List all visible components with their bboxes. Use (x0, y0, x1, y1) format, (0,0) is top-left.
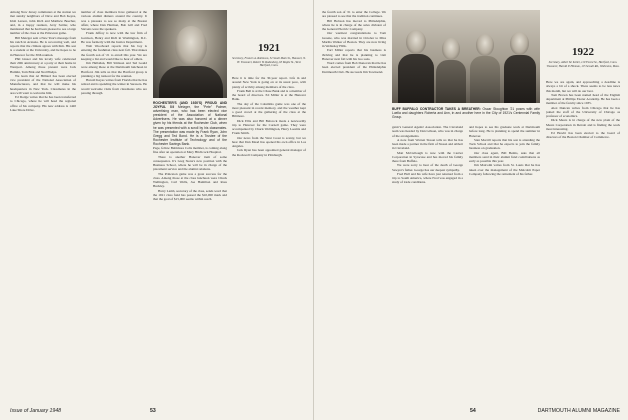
right-col-3 (469, 125, 540, 405)
page-number-2: 54 (470, 408, 476, 414)
paragraph: and hopes to see his graduate work at Dartmouth before long. He is planning to spend the summer in Hanover. (469, 125, 540, 138)
left-col-1 (10, 10, 76, 405)
magazine-title: DARTMOUTH ALUMNI MAGAZINE (537, 408, 620, 414)
paragraph: Jim Malcolm writes from St. Louis that he has taken over the management of the Malcolm Paper Company following the retirement of his father. (469, 163, 540, 176)
paragraph: Walt Woodward reports that his boy is entering the freshman class next fall. That makes the fourth son of '21 to enroll this year. We are keeping a list and would like to hear of others. (81, 44, 147, 61)
paragraph: Here we are again, and approaching a deadline is always a bit of a shock. There seems to be less news this month, but we will do our best. (546, 80, 620, 93)
paragraph: There is another Hanover item of some consequence. It's Greg Stone's new position with the Business School, where he will be in charge of the placement service and the alumni relations. (153, 154, 227, 172)
paragraph: Phil Glaser and his lovely wife celebrated their 20th anniversary at a party at their home in Westport. Among those present were Jack Hamlin, Tom Birk and Ned Phelps. (10, 56, 76, 74)
paragraph: Harry Lamb, secretary of the class, sends word that the 1921 class fund has passed the $10,000 mark and that the goal of $15,000 seems within reach. (153, 188, 227, 201)
left-page-number-wrap (150, 408, 156, 414)
left-col-3 (153, 146, 227, 405)
class-year-heading: 1921 (258, 42, 280, 54)
class-year-heading-2: 1922 (572, 46, 594, 58)
family-photo (392, 10, 540, 103)
caption-body: Bill Metzger, the "Pete" Palmer, advertising man, who has been elected vice president of the Association of National Advertisers. He was also honored at a dinner given by his friends at the Rochester Club, when he was presented with a scroll by his classmates. The presentation was made by Frank Ryan, John Gregg and Ted Bond. He is a Trustee of the Rochester Institute of Technology and of the Rochester Savings Bank. (153, 105, 227, 146)
paragraph: the fourth son of '21 to enter the College. We are pleased to see that the tradition continues. (322, 10, 386, 19)
paragraph: Among New Jersey commuters at the station we met sundry neighbors of Dave and Bob Keyes, Irish Larson, John Rich and Matthew Beecher, and, in a happy reunion, Jerry Sattler, who mentioned that he had been pleased to see a large number of the class at the Princeton game. (10, 10, 76, 36)
paragraph: Jack Ryan has been appointed general manager of the Rockwell Company in Pittsburgh. (232, 148, 306, 157)
page-number: 53 (150, 408, 156, 414)
paragraph: Frank Jaffrey is now with the law firm of Garrison, Henry and Rich in Washington, D.C. He was formerly with the Justice Department. (81, 31, 147, 44)
issue-label: Issue of January 1948 (10, 408, 62, 414)
paragraph: Bill Hobson has moved to Philadelphia, where he is in charge of the sales division of the General Electric Company. (322, 18, 386, 31)
paragraph: Ed Hewitt has been elected to the board of directors of the Boston Chamber of Commerce. (546, 131, 620, 140)
right-page-number-wrap (470, 408, 476, 414)
paragraph: Dick Ellis and Bill Babcock made a noteworthy trip to Hanover for the Cornell game. They were accompanied by Chuck Wellington, Harry Loomis and Frank Smith. (232, 118, 306, 136)
family-photo-caption (392, 107, 540, 119)
paragraph: Our class agent, Bill Bemis, asks that all members send in their alumni fund contributions as early as possible this year. (469, 150, 540, 163)
paragraph: Ed Dodge writes that he has been transferred to Chicago, where he will head the regional office of his company. His new address is 1420 Lake Shore Drive. (10, 95, 76, 112)
right-col-4 (546, 80, 620, 405)
left-col-2 (81, 10, 147, 405)
paragraph: The Princeton game was a great success for the class. Among those at the class luncheon were Chuck Wellington, Carl Wells, Joe Hamilton and Ross Buckley. (153, 171, 227, 189)
right-page (314, 0, 628, 420)
paragraph: Earl Miller reports that his business is thriving and that he is planning to visit Hanover next fall with his two sons. (322, 48, 386, 61)
paragraph: number of class members have gathered at the various alumni dinners around the country. It was a pleasure to see so many at the Boston affair, where Dan Harmon, Bob Gill and Fred Stevens were the speakers. (81, 10, 147, 31)
paragraph: ganic's General Agents' Association. The Cleveland team was headed by Dan Gibson, who was in charge of the arrangements. (392, 125, 463, 138)
paragraph: Our news from the West Coast is scanty, but we hear that Dan Mead has opened his own office in Los Angeles. (232, 135, 306, 148)
paragraph: Jim Hallahan, Bill Stimson and Ted Gould were among those at the Dartmouth luncheon in Hartford. Jim tells us that the Hartford group is planning a big turnout for the reunion. (81, 61, 147, 78)
paragraph: Tom Brown has been named head of the English department at Phillips Exeter Academy. He has been a member of the faculty since 1935. (546, 92, 620, 106)
right-col-1 (322, 10, 386, 405)
portrait-photo (153, 10, 227, 98)
paragraph: Alex Duncan writes from Chicago that he has joined the staff of the University of Chicago as professor of economics. (546, 105, 620, 118)
left-footer (10, 408, 61, 414)
paragraph: Page, fellow Baltimore Colts member, is coming along fine after an operation at Mary Hitchcock Hospital. (153, 146, 227, 155)
family-caption-title: BUFF BUFFALO CONTRACTOR TAKES A BREATHER: (392, 107, 481, 111)
family-caption-body: Oscar Stoughton '21 poses with wife Luella and daughters Roberta and Ann, in and another here in the City of 1921's Centennial Family Group. (392, 107, 540, 120)
paragraph: We learn that Al Hilliard has been elected vice president of the National Association of Manufacturers, and that he will make his headquarters in New York. Classmates in the area will want to welcome him. (10, 73, 76, 95)
paragraph: Matt McCullough is now with the Carrier Corporation in Syracuse and has moved his family there from Buffalo. (392, 150, 463, 163)
paragraph: A note from Warren Sisson tells us that he has been made a partner in the firm of Sisson and Abbott in Cleveland. (392, 137, 463, 151)
paragraph: Fred Hall and his wife have just returned from a trip to South America, where Fred was engaged in a study of trade conditions. (392, 171, 463, 185)
paragraph: The day of the Columbia game was one of the most pleasant in recent memory, and the weather kept a good crowd at the gathering of the class at the Biltmore. (232, 101, 306, 119)
paragraph: Stan Morrill reports that his son is attending the Tuck School and that he expects to join the family business on graduation. (469, 137, 540, 151)
class-officers: Secretary, Francis A. Robinson, 52 South Main St., Hanover, N. H. Treasurer, Robert W. Rodenberg, 63 Maple St., West Hartford, Conn. (232, 56, 306, 68)
right-col-2 (392, 125, 463, 405)
paragraph: Our warmest congratulations to Tom Greene, who was married in October to Miss Martha Walker of Boston. They are now living in Wellesley Hills. (322, 31, 386, 48)
paragraph: Dick Mears is in charge of the new plant of the Mears Corporation in Detroit and is finding the work most interesting. (546, 118, 620, 131)
paragraph: We were sorry to hear of the death of George Sawyer's father. George has our deepest sympathy. (392, 163, 463, 172)
caption-title: ROCHESTER'S (AND 1920'S) PROUD AND JOYFUL (153, 101, 227, 110)
paragraph: Bill Metzger sent a New Year's message from his ranch in Arizona. He is recovering well, and reports that the climate agrees with him. His son is a student at the University, and he hopes to be in Hanover for the 30th reunion. (10, 35, 76, 57)
paragraph: Here it is time for the 30-year report. Life in and around New York is going on at its usual pace, with plenty of activity among members of the class. (232, 76, 306, 89)
paragraph: Frank Bell is at the Chase Bank and is a member of the board of directors. Ed Miller is at the Hanover Bank. (232, 88, 306, 102)
left-col-4 (232, 76, 306, 405)
photo-caption (153, 101, 227, 146)
paragraph: Word comes from Bob Donovan that he has been elected president of the Philadelphia Dartmouth Club. He succeeds Jim Townsend. (322, 61, 386, 74)
class-officers-2: Secretary, Albert M. Keller, 110 Forest St., Hartford, Conn. Treasurer, Harold P. Hinman, 115 Sewall Rd., Wolleston, Mass. (546, 60, 620, 68)
paragraph: Harold Keyes writes from Florida that he has retired and is spending the winter in Sarasota. He would welcome visits from classmates who are passing through. (81, 78, 147, 95)
right-footer (538, 408, 620, 414)
